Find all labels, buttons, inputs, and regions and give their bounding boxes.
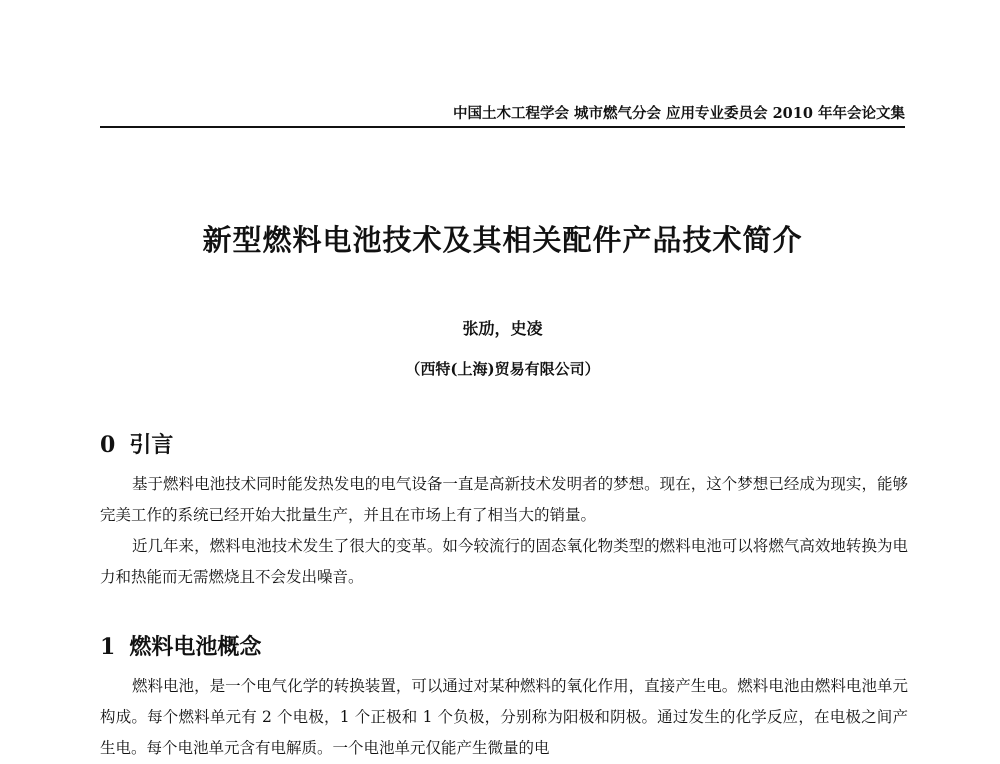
running-header: 中国土木工程学会 城市燃气分会 应用专业委员会 2010 年年会论文集 [452, 105, 905, 122]
section-number: 1 [100, 634, 116, 660]
section-title: 燃料电池概念 [129, 634, 262, 660]
paper-title: 新型燃料电池技术及其相关配件产品技术简介 [202, 223, 803, 257]
section-heading-fuel-cell-concept [100, 630, 905, 661]
paragraph: 燃料电池，是一个电气化学的转换装置，可以通过对某种燃料的氧化作用，直接产生电。燃料电池由燃料电池单元构成。每个燃料单元有 2 个电极，1 个正极和 1 个负极，分别称为阳极和阴极。通过发生的化学反应，在电极之间产生电。每个电池单元含有电解质。一个电池单元仅能产生微量的电 [100, 677, 908, 757]
header-rule [100, 126, 905, 128]
section-number: 0 [100, 432, 116, 458]
paragraph: 基于燃料电池技术同时能发热发电的电气设备一直是高新技术发明者的梦想。现在，这个梦想已经成为现实，能够完美工作的系统已经开始大批量生产，并且在市场上有了相当大的销量。 [100, 475, 908, 524]
affiliation: （西特(上海)贸易有限公司） [405, 360, 600, 378]
section-heading-introduction [100, 428, 905, 459]
section-title: 引言 [129, 432, 174, 458]
authors: 张劢，史凌 [462, 319, 543, 338]
paragraph: 近几年来，燃料电池技术发生了很大的变革。如今较流行的固态氧化物类型的燃料电池可以将燃气高效地转换为电力和热能而无需燃烧且不会发出噪音。 [100, 537, 908, 586]
